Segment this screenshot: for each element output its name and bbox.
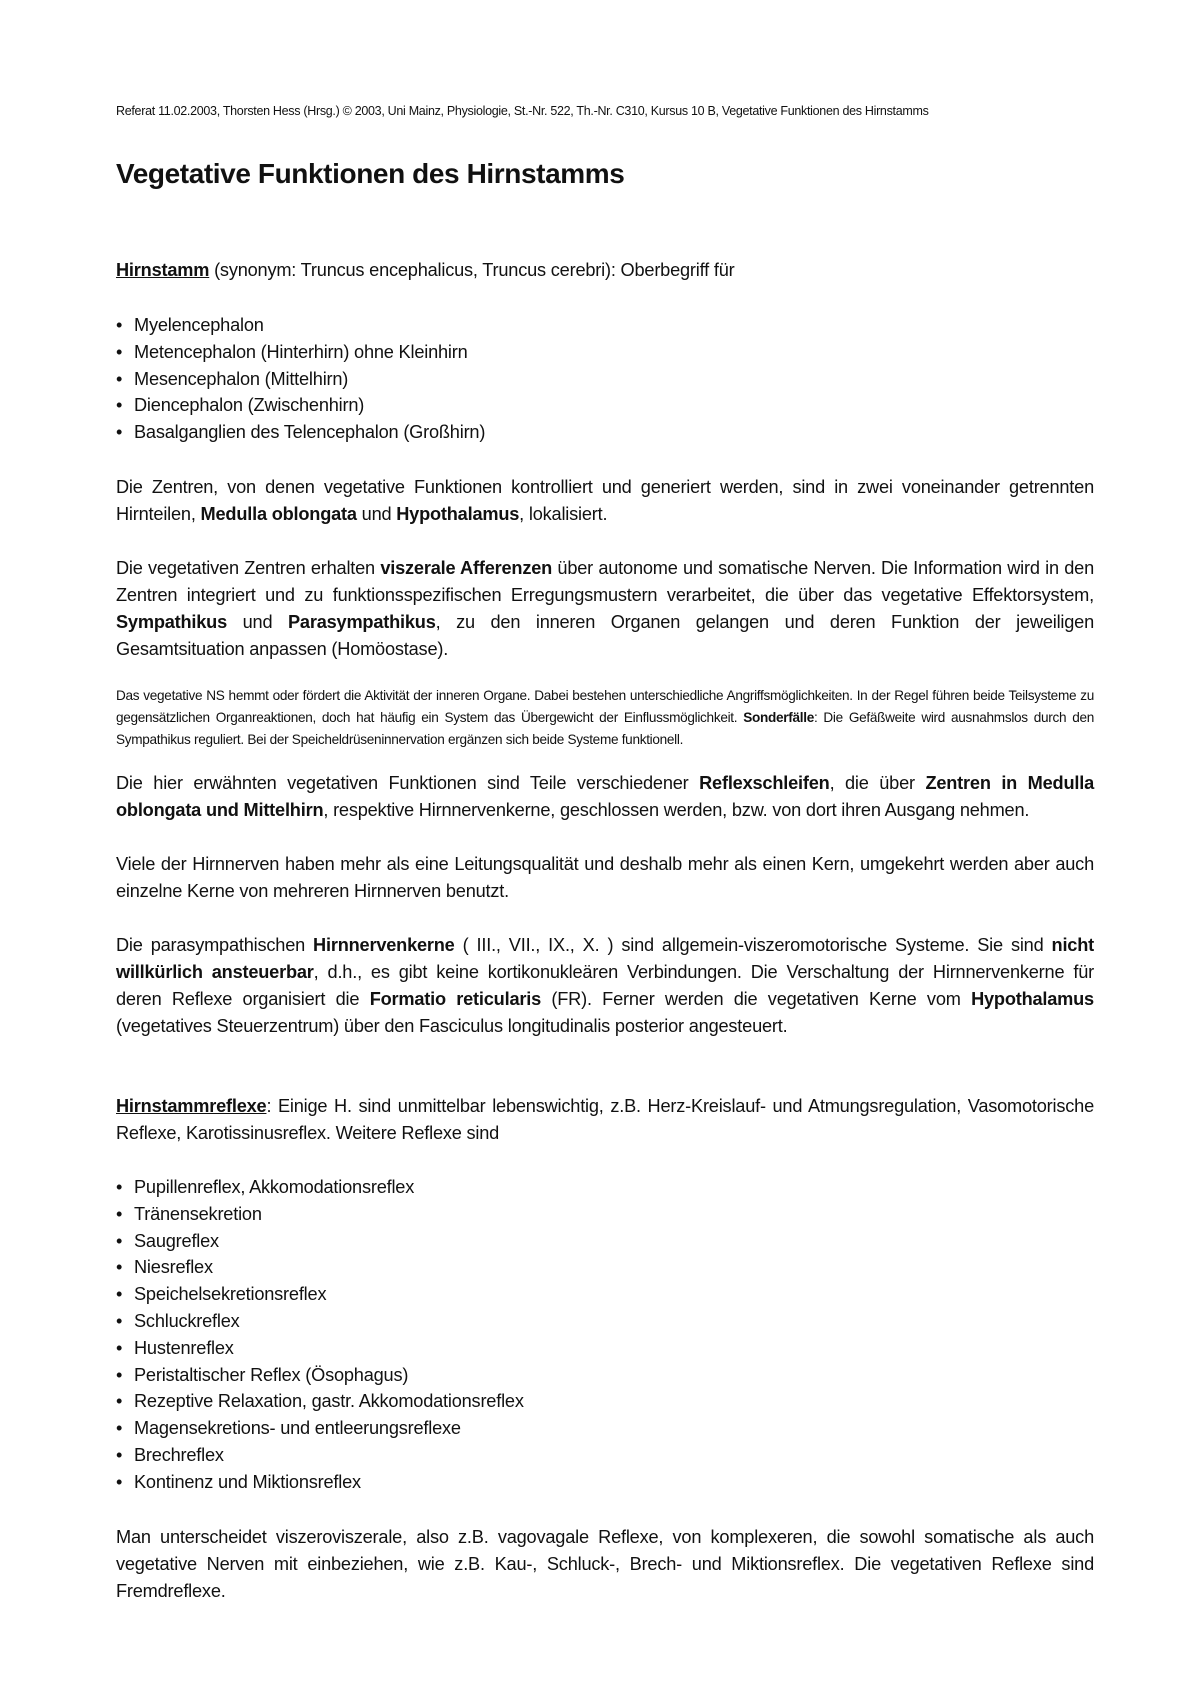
bullet-icon: •	[116, 1310, 123, 1331]
reflex-item: • Schluckreflex	[116, 1308, 1094, 1335]
bullet-icon: •	[116, 1177, 123, 1197]
bullet-icon: •	[116, 1284, 123, 1305]
bullet-icon: •	[116, 315, 123, 335]
reflex-item: • Hustenreflex	[116, 1335, 1094, 1362]
bullet-icon: •	[116, 1203, 123, 1224]
reflex-item: • Peristaltischer Reflex (Ösophagus)	[116, 1362, 1094, 1389]
paragraph-afferenzen: Die vegetativen Zentren erhalten viszerale Afferenzen über autonome und somatische Nerven. Die Information wird in den Zentren integriert und zu funktionsspezifischen Erregungsmustern verarbeitet, die über das vegetative Effektorsystem, Sympathikus und Parasympathikus, zu den inneren Organen gelangen und deren Funktion der jeweiligen Gesamtsituation anpassen (Homöostase).	[116, 558, 1094, 659]
reflex-item: • Kontinenz und Miktionsreflex	[116, 1469, 1094, 1496]
reflexe-list-wrap	[116, 1174, 1094, 1496]
bullet-icon: •	[116, 341, 123, 362]
bullet-icon: •	[116, 1230, 123, 1251]
term-hirnstammreflexe: Hirnstammreflexe	[116, 1096, 267, 1116]
reflex-item: • Saugreflex	[116, 1228, 1094, 1255]
reflex-item: • Tränensekretion	[116, 1201, 1094, 1228]
hirnstammreflexe-intro: Hirnstammreflexe: Einige H. sind unmittelbar lebenswichtig, z.B. Herz-Kreislauf- und Atmungsregulation, Vasomotorische Reflexe, Karotissinusreflex. Weitere Reflexe sind	[116, 1096, 1094, 1143]
bullet-icon: •	[116, 1391, 123, 1412]
bullet-icon: •	[116, 368, 123, 389]
bullet-icon: •	[116, 422, 123, 443]
paragraph-zentren: Die Zentren, von denen vegetative Funktionen kontrolliert und generiert werden, sind in zwei voneinander getrennten Hirnteilen, Medulla oblongata und Hypothalamus, lokalisiert.	[116, 477, 1094, 524]
reflex-item: • Niesreflex	[116, 1254, 1094, 1281]
reflexe-list	[116, 1174, 1094, 1496]
hirnstamm-parts-list	[116, 312, 1094, 446]
bullet-icon: •	[116, 1444, 123, 1465]
paragraph-parasympathisch: Die parasympathischen Hirnnervenkerne ( III., VII., IX., X. ) sind allgemein-viszeromotorische Systeme. Sie sind nicht willkürlich ansteuerbar, d.h., es gibt keine kortikonukleären Verbindungen. Die Verschaltung der Hirnnervenkerne für deren Reflexe organisiert die Formatio reticularis (FR). Ferner werden die vegetativen Kerne vom Hypothalamus (vegetatives Steuerzentrum) über den Fasciculus longitudinalis posterior angesteuert.	[116, 935, 1094, 1036]
bullet-icon: •	[116, 395, 123, 416]
reflex-item: • Pupillenreflex, Akkomodationsreflex	[116, 1174, 1094, 1201]
section-hirnstamm	[116, 257, 1094, 284]
section-hirnstammreflexe	[116, 1093, 1094, 1147]
note-small-print: Das vegetative NS hemmt oder fördert die Aktivität der inneren Organe. Dabei bestehen unterschiedliche Angriffsmöglichkeiten. In der Regel führen beide Teilsysteme zu gegensätzlichen Organreaktionen, doch hat häufig ein System das Übergewicht der Einflussmöglichkeit. Sonderfälle: Die Gefäßweite wird ausnahmslos durch den Sympathikus reguliert. Bei der Speicheldrüseninnervation ergänzen sich beide Systeme funktionell.	[116, 688, 1094, 747]
term-hirnstamm: Hirnstamm	[116, 260, 210, 280]
bullet-icon: •	[116, 1337, 123, 1358]
hirnstamm-part-item: • Diencephalon (Zwischenhirn)	[116, 392, 1094, 419]
hirnstamm-definition: Hirnstamm (synonym: Truncus encephalicus, Truncus cerebri): Oberbegriff für	[116, 260, 735, 280]
paragraph-hirnnerven: Viele der Hirnnerven haben mehr als eine Leitungsqualität und deshalb mehr als einen Kern, umgekehrt werden aber auch einzelne Kerne von mehreren Hirnnerven benutzt.	[116, 854, 1094, 901]
hirnstamm-parts-list-wrap	[116, 312, 1094, 446]
bullet-icon: •	[116, 1364, 123, 1385]
hirnstamm-part-item: • Metencephalon (Hinterhirn) ohne Kleinhirn	[116, 339, 1094, 366]
running-header: Referat 11.02.2003, Thorsten Hess (Hrsg.) © 2003, Uni Mainz, Physiologie, St.-Nr. 522, Th.-Nr. C310, Kursus 10 B, Vegetative Funktionen des Hirnstamms	[116, 104, 929, 118]
page-title: Vegetative Funktionen des Hirnstamms	[116, 158, 625, 189]
reflex-item: • Magensekretions- und entleerungsreflexe	[116, 1415, 1094, 1442]
reflex-item: • Rezeptive Relaxation, gastr. Akkomodationsreflex	[116, 1388, 1094, 1415]
bullet-icon: •	[116, 1471, 123, 1492]
paragraph-fremdreflexe: Man unterscheidet viszeroviszerale, also z.B. vagovagale Reflexe, von komplexeren, die sowohl somatische als auch vegetative Nerven mit einbeziehen, wie z.B. Kau-, Schluck-, Brech- und Miktionsreflex. Die vegetativen Reflexe sind Fremdreflexe.	[116, 1527, 1094, 1601]
paragraph-reflexschleifen: Die hier erwähnten vegetativen Funktionen sind Teile verschiedener Reflexschleifen, die über Zentren in Medulla oblongata und Mittelhirn, respektive Hirnnervenkerne, geschlossen werden, bzw. von dort ihren Ausgang nehmen.	[116, 773, 1094, 820]
hirnstamm-part-item: • Myelencephalon	[116, 312, 1094, 339]
bullet-icon: •	[116, 1418, 123, 1439]
reflex-item: • Brechreflex	[116, 1442, 1094, 1469]
hirnstamm-part-item: • Basalganglien des Telencephalon (Großhirn)	[116, 419, 1094, 446]
bullet-icon: •	[116, 1257, 123, 1278]
reflex-item: • Speichelsekretionsreflex	[116, 1281, 1094, 1308]
hirnstamm-part-item: • Mesencephalon (Mittelhirn)	[116, 366, 1094, 393]
